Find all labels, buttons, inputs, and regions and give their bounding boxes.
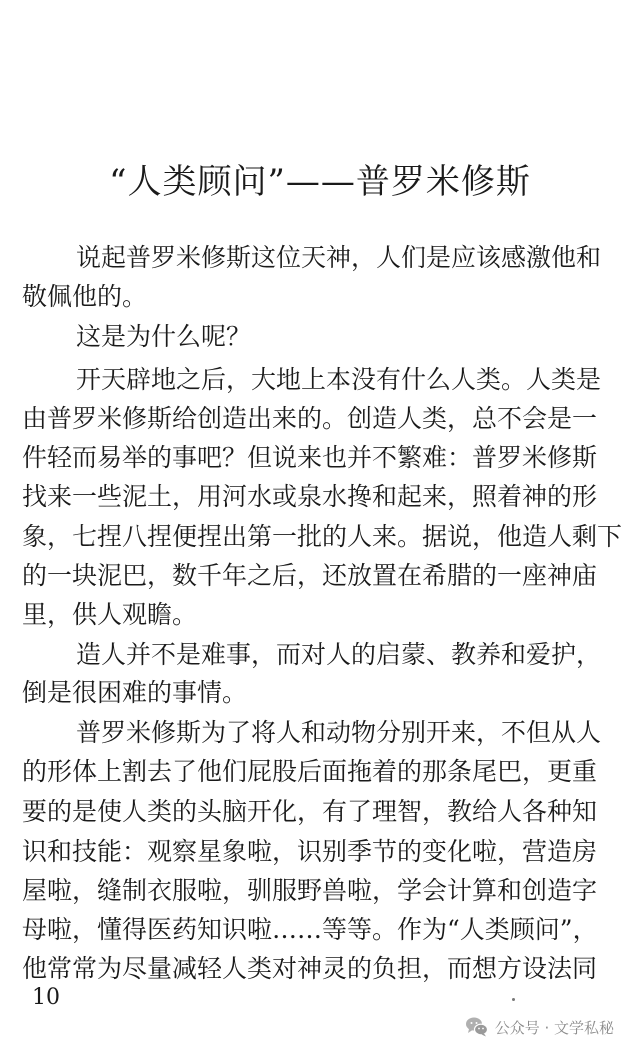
watermark (465, 1012, 614, 1042)
watermark-text: 公众号 · 文学私秘 (494, 1018, 614, 1037)
wechat-icon (465, 1016, 489, 1038)
text-line: 要的是使人类的头脑开化，有了理智，教给人各种知 (22, 797, 598, 826)
text-line: 普罗米修斯为了将人和动物分别开来，不但从人 (76, 718, 602, 747)
text-line: 说起普罗米修斯这位天神，人们是应该感激他和 (76, 243, 602, 272)
text-line: 找来一些泥土，用河水或泉水搀和起来，照着神的形 (22, 482, 598, 511)
text-line: 倒是很困难的事情。 (22, 678, 248, 707)
text-line: 的一块泥巴，数千年之后，还放置在希腊的一座神庙 (22, 561, 598, 590)
text-line: 屋啦，缝制衣服啦，驯服野兽啦，学会计算和创造字 (22, 876, 598, 905)
text-line: 识和技能：观察星象啦，识别季节的变化啦，营造房 (22, 837, 598, 866)
text-line: 由普罗米修斯给创造出来的。创造人类，总不会是一 (22, 404, 598, 433)
text-line: 他常常为尽量减轻人类对神灵的负担，而想方设法同 (22, 954, 598, 983)
print-speck (512, 998, 515, 1001)
text-line: 开天辟地之后，大地上本没有什么人类。人类是 (76, 365, 602, 394)
text-line: 的形体上割去了他们屁股后面拖着的那条尾巴，更重 (22, 757, 598, 786)
text-line: 造人并不是难事，而对人的启蒙、教养和爱护， (76, 640, 602, 669)
text-line: 件轻而易举的事吧？但说来也并不繁难：普罗米修斯 (22, 443, 598, 472)
text-line: 母啦，懂得医药知识啦……等等。作为“人类顾问”， (22, 915, 598, 944)
chapter-title: “人类顾问”——普罗米修斯 (109, 162, 531, 202)
text-line: 里，供人观瞻。 (22, 600, 198, 629)
text-line: 敬佩他的。 (22, 282, 148, 311)
text-line: 象，七捏八捏便捏出第一批的人来。据说，他造人剩下 (22, 522, 622, 551)
text-line: 这是为什么呢？ (76, 322, 252, 351)
page-number: 10 (32, 985, 60, 1010)
